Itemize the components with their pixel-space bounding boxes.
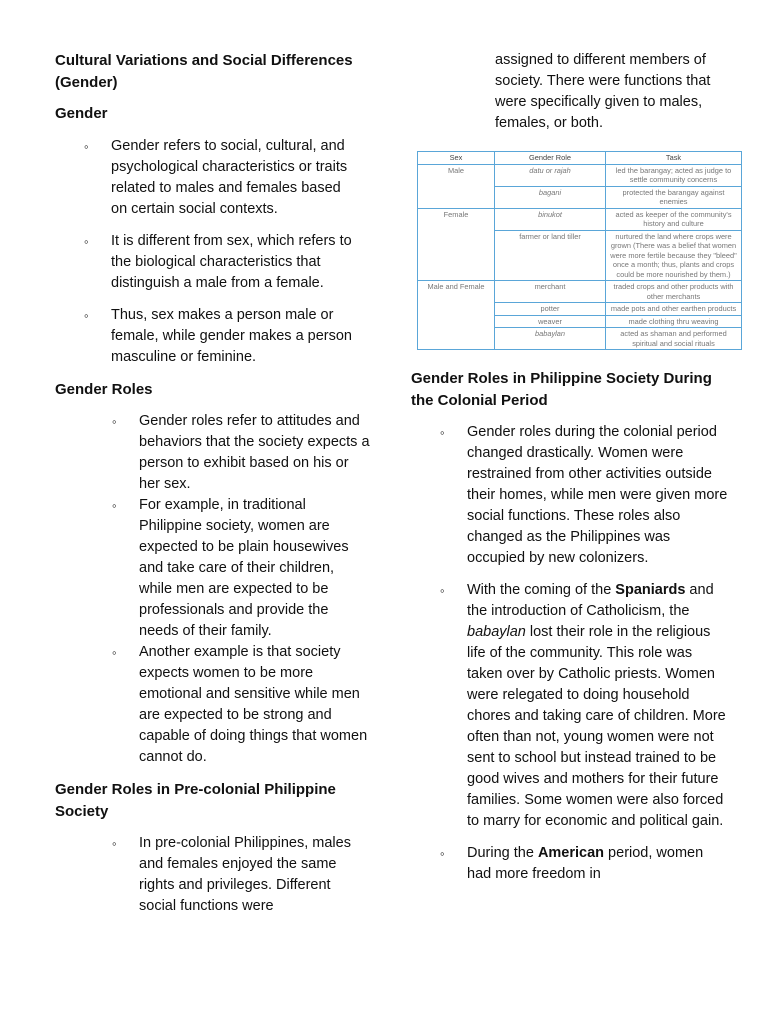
item-text: With the coming of the [467, 582, 616, 598]
list-item: ◦ Thus, sex makes a person male or female, while gender makes a person masculine or feminine. [111, 305, 360, 368]
precolonial-list [139, 833, 370, 917]
gender-heading: Gender [55, 105, 108, 122]
cell-role: potter [495, 303, 606, 316]
table-row [418, 281, 742, 303]
document-title: Cultural Variations and Social Differences (Gender) [55, 52, 353, 91]
list-item: ◦ For example, in traditional Philippine society, women are expected to be plain housewives and take care of their children, while men are expected to be professionals and provide the needs of their family. [139, 495, 370, 642]
precolonial-heading: Gender Roles in Pre-colonial Philippine Society [55, 781, 336, 820]
cell-task: made pots and other earthen products [606, 303, 742, 316]
item-text: lost their role in the religious life of the community. This role was taken over by Catholic priests. Women were relegated to doing household chores and taking care of children. More often than not, young women were not sent to school but instead trained to be good wives and mothers for their future families. Some women were also forced to marry for economic and political gain. [467, 624, 726, 829]
header-sex: Sex [418, 152, 495, 165]
cell-task: acted as shaman and performed spiritual and social rituals [606, 328, 742, 350]
cell-role: weaver [495, 315, 606, 328]
item-text: and the introduction of Catholicism, the [467, 582, 714, 619]
left-column [55, 50, 370, 917]
cell-task: nurtured the land where crops were grown (There was a belief that women were more fertile because they "bleed" once a month; thus, plants and crops could be more nourished by them.) [606, 230, 742, 281]
table-row [418, 164, 742, 186]
header-gender-role: Gender Role [495, 152, 606, 165]
cell-role: merchant [495, 281, 606, 303]
cell-sex: Male [418, 164, 495, 208]
list-item: ◦ Gender refers to social, cultural, and psychological characteristics or traits related to males and females based on certain social contexts. [111, 136, 360, 220]
gender-list [111, 136, 360, 368]
header-task: Task [606, 152, 742, 165]
gender-roles-heading: Gender Roles [55, 380, 153, 398]
table-row [418, 208, 742, 230]
list-item: ◦ It is different from sex, which refers to the biological characteristics that distinguish a male from a female. [111, 231, 360, 294]
list-item [467, 580, 731, 832]
cell-role: binukot [495, 208, 606, 230]
continuation-text: assigned to different members of society. There were functions that were specifically given to males, females, or both. [495, 52, 711, 131]
cell-role: bagani [495, 186, 606, 208]
list-item [467, 843, 731, 885]
cell-sex: Male and Female [418, 281, 495, 350]
list-item: ◦ Another example is that society expects women to be more emotional and sensitive while men are expected to be strong and capable of doing things that women cannot do. [139, 642, 370, 768]
cell-task: led the barangay; acted as judge to settle community concerns [606, 164, 742, 186]
gender-roles-list [139, 411, 370, 768]
cell-role: datu or rajah [495, 164, 606, 186]
cell-sex: Female [418, 208, 495, 281]
cell-task: acted as keeper of the community's history and culture [606, 208, 742, 230]
spaniards-emphasis: Spaniards [615, 582, 686, 598]
cell-task: protected the barangay against enemies [606, 186, 742, 208]
cell-role: farmer or land tiller [495, 230, 606, 281]
gender-role-table [417, 151, 742, 350]
gender-role-table-figure [417, 151, 742, 350]
list-item: ◦ Gender roles refer to attitudes and behaviors that the society expects a person to exhibit based on his or her sex. [139, 411, 370, 495]
cell-task: made clothing thru weaving [606, 315, 742, 328]
list-item: ◦ In pre-colonial Philippines, males and females enjoyed the same rights and privileges. Different social functions were [139, 833, 370, 917]
cell-role: babaylan [495, 328, 606, 350]
babaylan-emphasis: babaylan [467, 624, 526, 640]
right-column [411, 50, 737, 885]
item-text: period, women had more freedom in [467, 845, 704, 882]
cell-task: traded crops and other products with other merchants [606, 281, 742, 303]
colonial-list [467, 422, 731, 885]
item-text: During the [467, 845, 538, 861]
american-emphasis: American [537, 845, 605, 861]
list-item: ◦ Gender roles during the colonial period changed drastically. Women were restrained from other activities outside their homes, while men were given more social functions. These roles also changed as the Philippines was occupied by new colonizers. [467, 422, 731, 569]
colonial-heading: Gender Roles in Philippine Society During the Colonial Period [411, 370, 712, 409]
table-header-row [418, 152, 742, 165]
